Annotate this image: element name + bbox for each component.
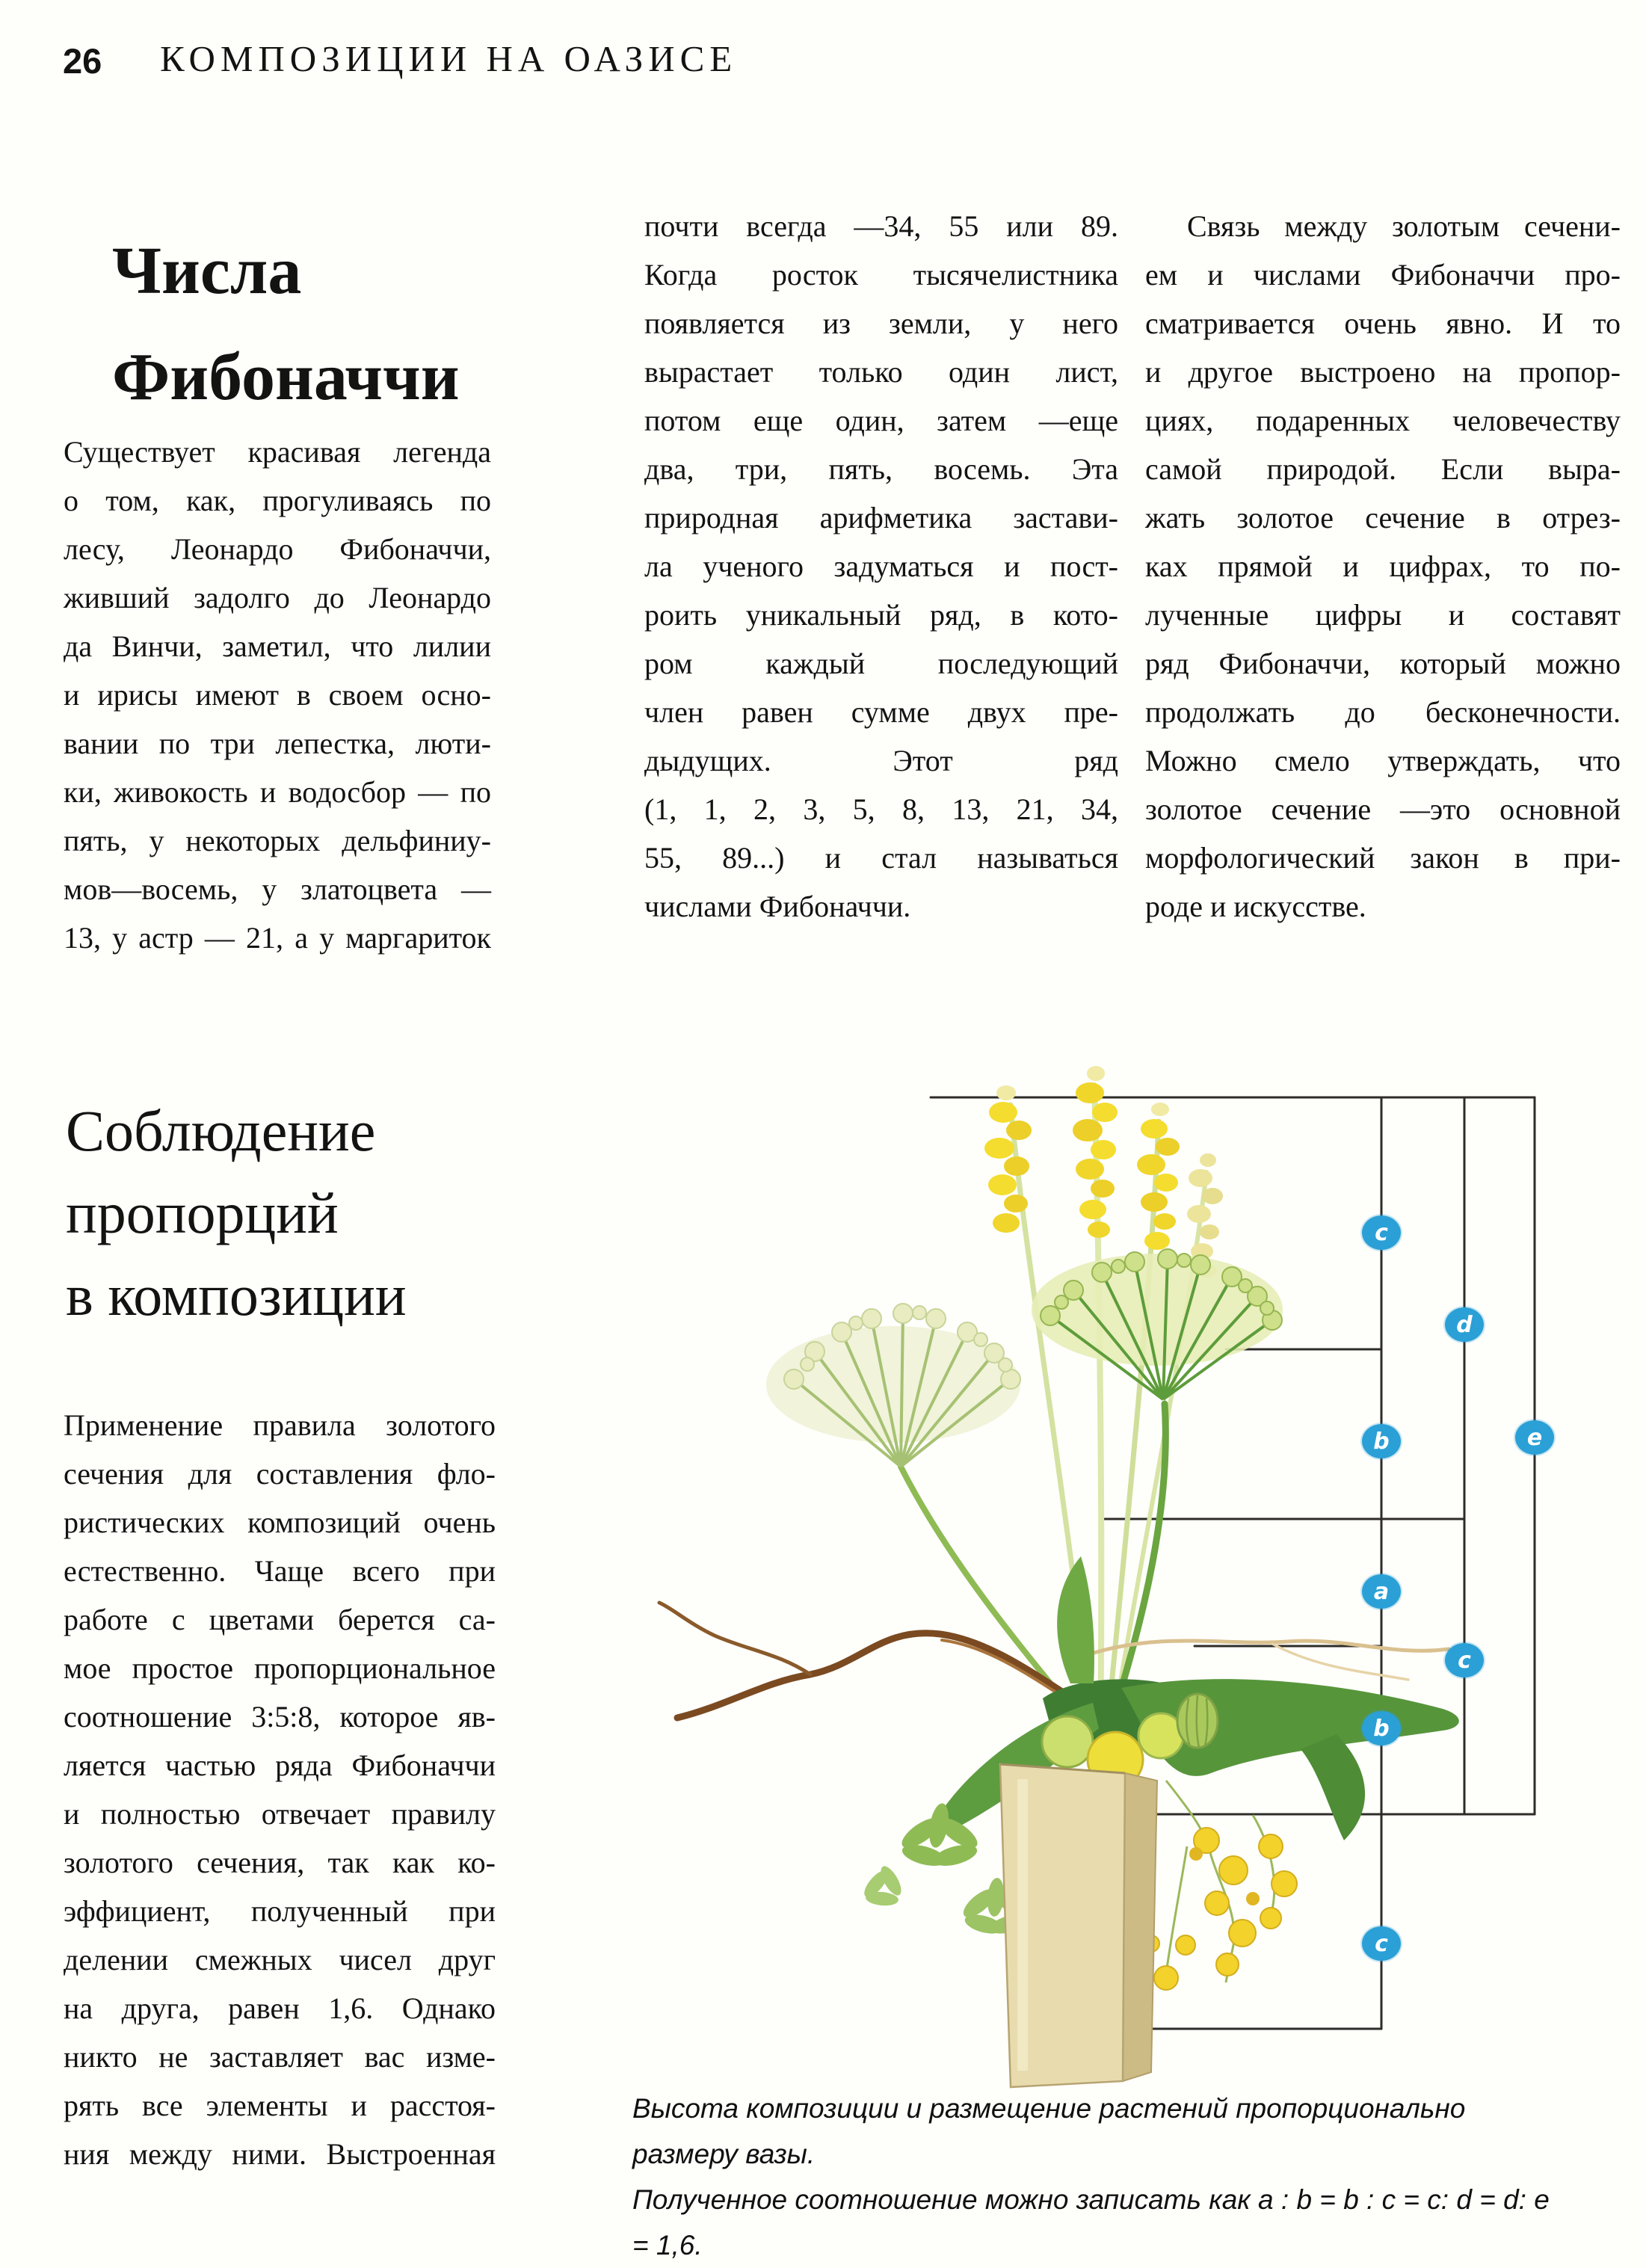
- figure-caption: Высота композиции и размещение растений пропорционально размеру вазы. Полученное соотношение можно записать как a : b = b : c = c: d = d: e = 1,6.: [632, 2093, 1550, 2261]
- proportion-marker-b2: b: [1362, 1711, 1401, 1745]
- proportion-marker-d: d: [1445, 1307, 1484, 1342]
- fibonacci-column-2: почти всегда —34, 55 или 89. Когда росток тысячелистника появляется из земли, у него вырастает только один лист, потом еще один, затем —еще два, три, пять, восемь. Эта природная арифметика застави- ла ученого задуматься и пост- роить уникальный ряд, в кото- ром каждый последующий член равен сумме двух пре- дыдущих. Этот ряд (1, 1, 2, 3, 5, 8, 13, 21, 34, 55, 89...) и стал называться числами Фибоначчи.: [644, 209, 1118, 923]
- proportion-marker-c1: c: [1362, 1215, 1401, 1250]
- article-title-fibonacci: Числа Фибоначчи: [112, 234, 460, 414]
- umbel-flower-right: [1032, 1249, 1283, 1399]
- fibonacci-column-3: Связь между золотым сечени- ем и числами Фибоначчи про- сматривается очень явно. И то и другое выстроено на пропор- циях, подаренных человечеству самой природой. Если выра- жать золотое сечение в отрез- ках прямой и цифрах, то по- лученные цифры и составят ряд Фибоначчи, который можно продолжать до бесконечности. Можно смело утверждать, что золотое сечение —это основной морфологический закон в при- роде и искусстве.: [1145, 209, 1621, 923]
- proportion-marker-a: a: [1362, 1574, 1401, 1609]
- proportion-marker-c3: c: [1362, 1926, 1401, 1961]
- proportion-marker-b1: b: [1362, 1424, 1401, 1458]
- proportion-marker-c2: c: [1445, 1643, 1484, 1677]
- running-head: КОМПОЗИЦИИ НА ОАЗИСЕ: [160, 38, 738, 79]
- page-number: 26: [63, 41, 102, 81]
- fibonacci-column-1: Существует красивая легенда о том, как, прогуливаясь по лесу, Леонардо Фибоначчи, живший задолго до Леонардо да Винчи, заметил, что лилии и ирисы имеют в своем осно- вании по три лепестка, люти- ки, живокость и водосбор — по пять, у некоторых дельфиниу- мов—восемь, у златоцвета — 13, у астр — 21, а у маргариток: [64, 435, 491, 955]
- vase: [1000, 1764, 1157, 2087]
- proportion-marker-e: e: [1515, 1420, 1554, 1455]
- flower-arrangement-illustration: [620, 1054, 1562, 2097]
- dangling-yellow-flowers: [1143, 1781, 1297, 1990]
- proportions-column: Применение правила золотого сечения для составления фло- ристических композиций очень естественно. Чаще всего при работе с цветами берется са- мое простое пропорциональное соотношение 3:5:8, которое яв- ляется частью ряда Фибоначчи и полностью отвечает правилу золотого сечения, так как ко- эффициент, полученный при делении смежных чисел друг на друга, равен 1,6. Однако никто не заставляет вас изме- рять все элементы и расстоя- ния между ними. Выстроенная: [64, 1408, 496, 2171]
- article-title-proportions: Соблюдение пропорций в композиции: [66, 1098, 407, 1328]
- umbel-flower-left: [766, 1304, 1020, 1467]
